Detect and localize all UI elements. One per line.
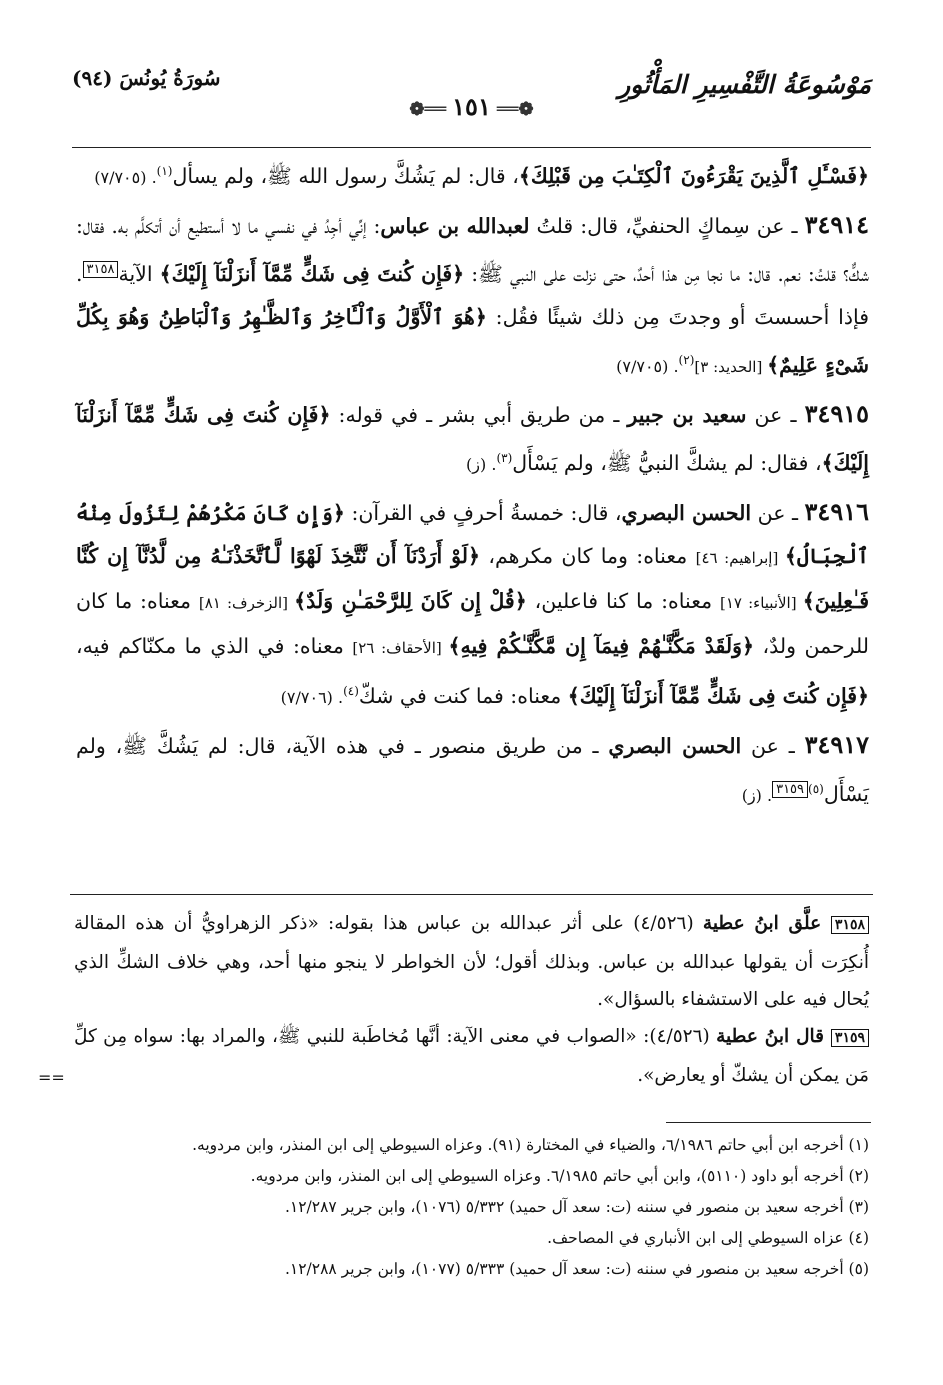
footnote-ref: (٢) [678,352,695,367]
entry-text: معناه: فما كنت في شكّ [358,684,568,709]
surah-label: سُورَةُ يُونُسَ (٩٤) [72,66,221,90]
quran-verse: ﴿فَإِن كُنتَ فِى شَكٍّ مِّمَّآ أَنزَلْنَآ إِلَيْكَ﴾ [567,684,869,709]
entry-text: ، قال: خمسةُ أحرفٍ في القرآن: [344,501,622,526]
entry-continuation [76,150,869,199]
footnote: (١) أخرجه ابن أبي حاتم ٦/١٩٨٦، والضياء في المختارة (٩١). وعزاه السيوطي إلى ابن المنذر، وابن مردويه. [192,1136,869,1154]
quran-verse: ﴿فَسْـَٔلِ ٱلَّذِينَ يَقْرَءُونَ ٱلْكِتَـٰبَ مِن قَبْلِكَ﴾ [518,163,869,188]
entry-text: ، فقال: لم يشكَّ النبيُّ ﷺ، ولم يَسْأَل [512,451,822,476]
quran-verse: ﴿قُلْ إِن كَانَ لِلرَّحْمَـٰنِ وَلَدٌ﴾ [294,589,527,614]
ornament-left-icon: ❁══ [496,99,534,120]
entry-text: الآية [118,261,160,286]
header-divider [72,147,871,148]
volume-ref: . (٧/٧٠٥) [616,356,679,376]
book-title: مَوْسُوعَةُ التَّفْسِيرِ المَأْثُورِ [618,70,871,99]
page-header [72,62,871,124]
quran-verse: ﴿وَإِن كَانَ مَكْرُهُمْ لِتَزُولَ مِنْهُ ٱلْجِبَالُ﴾ [76,501,869,569]
footnotes-section [74,1130,869,1285]
page-number: ١٥١ [452,92,491,121]
entry-text: . فإذا أحسستَ أو وجدتَ مِن ذلك شيئًا فقُل: [76,261,869,329]
commentary-ref-box: ٣١٥٨ [83,261,119,278]
narrator-name: سعيد بن جبير [627,403,747,428]
entry-text: ـ عن سِماكٍ الحنفيِّ، قال: قلتُ [529,213,805,238]
commentary-number-box: ٣١٥٩ [831,1029,869,1047]
quran-verse: ﴿هُوَ ٱلْأَوَّلُ وَٱلْـَٔاخِرُ وَٱلظَّـٰهِرُ وَٱلْبَاطِنُ وَهُوَ بِكُلِّ شَىْءٍ عَلِيمٌ﴾ [76,304,869,377]
entry-text: ـ من طريق أبي بشر ـ في قوله: [330,403,628,428]
volume-ref: . (ز) [741,785,773,805]
quran-verse: ﴿فَإِن كُنتَ فِى شَكٍّ مِّمَّآ أَنزَلْنَآ إِلَيْكَ﴾ [76,403,869,476]
entry-text: ـ من طريق منصور ـ في هذه الآية، قال: لم يَشُكَّ ﷺ، ولم يَسْأَل [76,734,869,806]
commentary-number-box: ٣١٥٨ [831,916,869,934]
entry-number: ٣٤٩١٥ [804,399,870,429]
entry-34915 [76,392,869,486]
footnote-ref: (٣) [496,451,513,466]
verse-citation: [الأنبياء: ١٧] [719,594,803,613]
volume-ref: . (٧/٧٠٦) [280,688,344,708]
narrator-name: الحسن البصري [621,501,752,526]
verse-citation: [الحديد: ٣] [694,357,768,376]
entry-text: ـ عن [751,501,805,526]
main-text [76,150,869,817]
ornament-right-icon: ══❁ [409,99,447,120]
footnote-ref: (٥) [808,782,824,797]
margin-mark: == [38,1068,65,1087]
footnote: (٥) أخرجه سعيد بن منصور في سننه (ت: سعد آل حميد) ٥/٣٣٣ (١٠٧٧)، وابن جرير ١٢/٢٨٨. [284,1260,869,1278]
verse-citation: [إبراهيم: ٤٦] [695,549,785,568]
entry-text: معناه: وما كان مكرهم، [480,544,696,569]
commentary-section [74,905,869,1094]
footnote: (٤) عزاه السيوطي إلى ابن الأنباري في المصاحف. [547,1229,869,1247]
entry-text: معناه: ما كنا فاعلين، [526,589,720,614]
footnote-divider [666,1122,871,1123]
entry-text: ـ عن [746,403,805,428]
entry-text: معناه: في الذي ما مكنّاكم فيه، [76,634,353,659]
entry-text: ـ عن [741,734,805,759]
commentary-divider [70,894,873,895]
entry-34916 [76,490,869,719]
commentary-ref-box: ٣١٥٩ [772,781,808,798]
entry-number: ٣٤٩١٤ [804,209,870,239]
entry-text: : إنِّي أجِدُ في نفسي ما لا أستطيع أن أتكلَّم به. فقال: شكٌّ؟ قلتُ: نعم. قال: ما نجا مِن هذا أحدٌ، حتى نزلت على النبي ﷺ: [76,213,869,286]
entry-text: معناه: ما كان للرحمن ولدٌ، [76,589,870,659]
commentary-text: (٤/٥٢٦) على أثر عبدالله بن عباس هذا بقوله: «ذكر الزهراويُّ أن هذه المقالة أُنكِرَت أن يقولها عبدالله بن عباس. وبذلك أقول؛ لأن الخواطر لا ينجو منها أحد، وهي خلاف الشكِّ الذي يُحال فيه على الاستشفاء بالسؤال». [74,913,869,1010]
footnote-ref: (١) [156,164,173,178]
commentary-lead: قال ابنُ عطية [716,1026,831,1047]
footnote: (٢) أخرجه أبو داود (٥١١٠)، وابن أبي حاتم ٦/١٩٨٥. وعزاه السيوطي إلى ابن المنذر، وابن مردويه. [250,1167,869,1185]
commentary-lead: علَّق ابنُ عطية [702,913,831,934]
commentary-note-3159 [74,1018,869,1094]
footnote-ref: (٤) [343,684,359,699]
verse-citation: [الزخرف: ٨١] [198,594,295,613]
entry-34917 [76,723,869,817]
narrator-name: لعبدالله بن عباس [380,213,530,238]
volume-ref: . (ز) [466,455,497,475]
quran-verse: ﴿وَلَقَدْ مَكَّنَّـٰهُمْ فِيمَآ إِن مَّكَّنَّـٰكُمْ فِيهِ﴾ [448,634,755,659]
volume-ref: . (٧/٧٠٥) [94,167,157,187]
page-number-block [403,92,539,121]
entry-number: ٣٤٩١٦ [804,497,869,527]
commentary-note-3158 [74,905,869,1018]
entry-text: ، قال: لم يَشُكَّ رسول الله ﷺ، ولم يسأل [172,163,519,188]
quran-verse: ﴿فَإِن كُنتَ فِى شَكٍّ مِّمَّآ أَنزَلْنَآ إِلَيْكَ﴾ [159,261,465,286]
footnote: (٣) أخرجه سعيد بن منصور في سننه (ت: سعد آل حميد) ٥/٣٣٢ (١٠٧٦)، وابن جرير ١٢/٢٨٧. [284,1198,869,1216]
commentary-text: (٤/٥٢٦): «الصواب في معنى الآية: أنَّها مُخاطَبة للنبي ﷺ، والمراد بها: سواه مِن كلِّ مَن يمكن أن يشكّ أو يعارض». [74,1026,869,1086]
entry-34914 [76,203,869,389]
verse-citation: [الأحقاف: ٢٦] [352,639,449,658]
entry-number: ٣٤٩١٧ [804,730,870,760]
narrator-name: الحسن البصري [608,734,742,759]
quran-verse: ﴿لَوْ أَرَدْنَآ أَن نَّتَّخِذَ لَهْوًا لَّٱتَّخَذْنَـٰهُ مِن لَّدُنَّآ إِن كُنَّا فَـٰعِلِينَ﴾ [76,544,870,614]
